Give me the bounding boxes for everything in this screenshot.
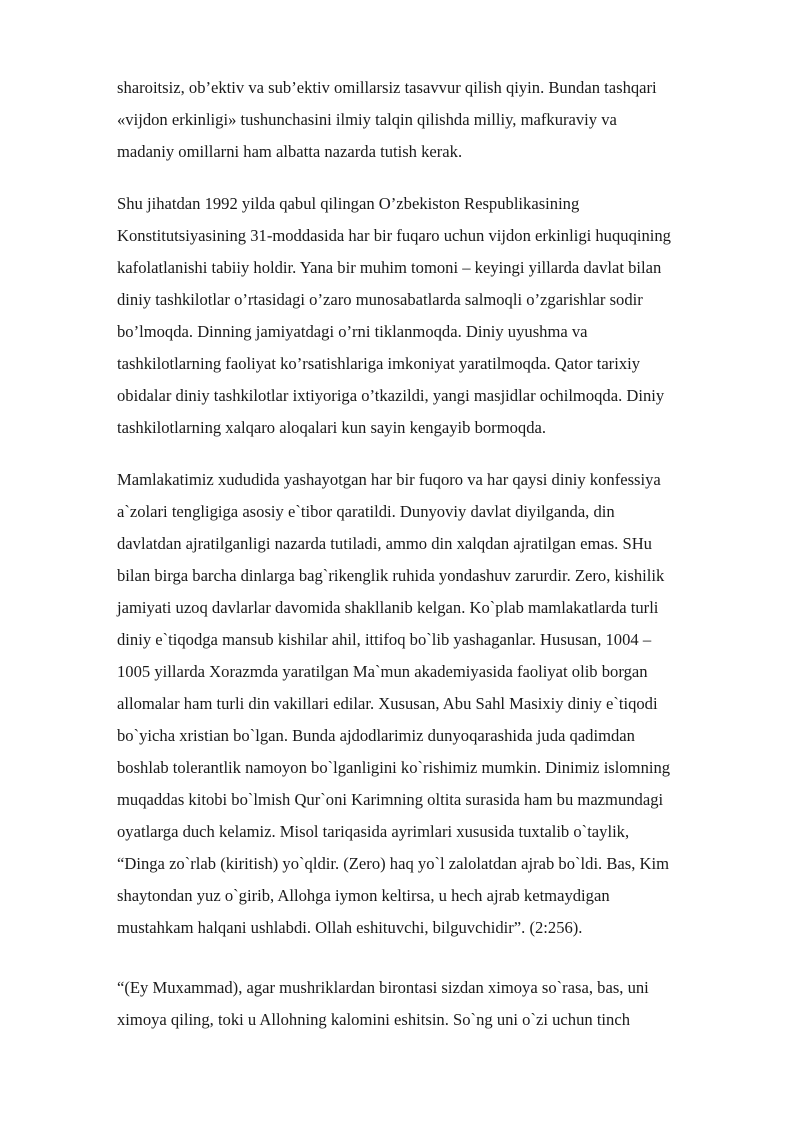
text-line: muqaddas kitobi bo`lmish Qur`oni Karimning oltita surasida ham bu mazmundagi — [117, 790, 664, 809]
text-line: diniy e`tiqodga mansub kishilar ahil, ittifoq bo`lib yashaganlar. Hususan, 1004 – — [117, 630, 652, 649]
text-line: mustahkam halqani ushlabdi. Ollah eshituvchi, bilguvchidir”. (2:256). — [117, 918, 583, 937]
text-line: 1005 yillarda Xorazmda yaratilgan Ma`mun akademiyasida faoliyat olib borgan — [117, 662, 648, 681]
text-line: obidalar diniy tashkilotlar ixtiyoriga o’tkazildi, yangi masjidlar ochilmoqda. Diniy — [117, 386, 665, 405]
text-line: bo`yicha xristian bo`lgan. Bunda ajdodlarimiz dunyoqarashida juda qadimdan — [117, 726, 635, 745]
text-line: allomalar ham turli din vakillari edilar. Xususan, Abu Sahl Masixiy diniy e`tiqodi — [117, 694, 658, 713]
text-line: «vijdon erkinligi» tushunchasini ilmiy talqin qilishda milliy, mafkuraviy va — [117, 110, 617, 129]
text-line: a`zolari tengligiga asosiy e`tibor qaratildi. Dunyoviy davlat diyilganda, din — [117, 502, 615, 521]
text-line: bo’lmoqda. Dinning jamiyatdagi o’rni tiklanmoqda. Diniy uyushma va — [117, 322, 588, 341]
text-line: davlatdan ajratilganligi nazarda tutiladi, ammo din xalqdan ajratilgan emas. SHu — [117, 534, 652, 553]
text-line: tashkilotlarning faoliyat ko’rsatishlariga imkoniyat yaratilmoqda. Qator tarixiy — [117, 354, 641, 373]
text-line: “(Ey Muxammad), agar mushriklardan birontasi sizdan ximoya so`rasa, bas, uni — [117, 978, 649, 997]
text-line: “Dinga zo`rlab (kiritish) yo`qldir. (Zero) haq yo`l zalolatdan ajrab bo`ldi. Bas, Kim — [117, 854, 670, 873]
text-line: tashkilotlarning xalqaro aloqalari kun sayin kengayib bormoqda. — [117, 418, 547, 437]
text-line: kafolatlanishi tabiiy holdir. Yana bir muhim tomoni – keyingi yillarda davlat bilan — [117, 258, 662, 277]
text-line: Shu jihatdan 1992 yilda qabul qilingan O’zbekiston Respublikasining — [117, 194, 580, 213]
text-line: Mamlakatimiz xududida yashayotgan har bir fuqoro va har qaysi diniy konfessiya — [117, 470, 661, 489]
text-line: boshlab tolerantlik namoyon bo`lganligini ko`rishimiz mumkin. Dinimiz islomning — [117, 758, 671, 777]
text-line: sharoitsiz, ob’ektiv va sub’ektiv omillarsiz tasavvur qilish qiyin. Bundan tashqari — [117, 78, 657, 97]
text-line: oyatlarga duch kelamiz. Misol tariqasida ayrimlari xususida tuxtalib o`taylik, — [117, 822, 630, 841]
text-line: Konstitutsiyasining 31-moddasida har bir fuqaro uchun vijdon erkinligi huquqining — [117, 226, 671, 245]
text-line: bilan birga barcha dinlarga bag`rikenglik ruhida yondashuv zarurdir. Zero, kishilik — [117, 566, 665, 585]
text-line: diniy tashkilotlar o’rtasidagi o’zaro munosabatlarda salmoqli o’zgarishlar sodir — [117, 290, 643, 309]
text-line: shaytondan yuz o`girib, Allohga iymon keltirsa, u hech ajrab ketmaydigan — [117, 886, 610, 905]
text-line: jamiyati uzoq davlarlar davomida shakllanib kelgan. Ko`plab mamlakatlarda turli — [117, 598, 659, 617]
text-line: ximoya qiling, toki u Allohning kalomini eshitsin. So`ng uni o`zi uchun tinch — [117, 1010, 630, 1029]
text-line: madaniy omillarni ham albatta nazarda tutish kerak. — [117, 142, 463, 161]
